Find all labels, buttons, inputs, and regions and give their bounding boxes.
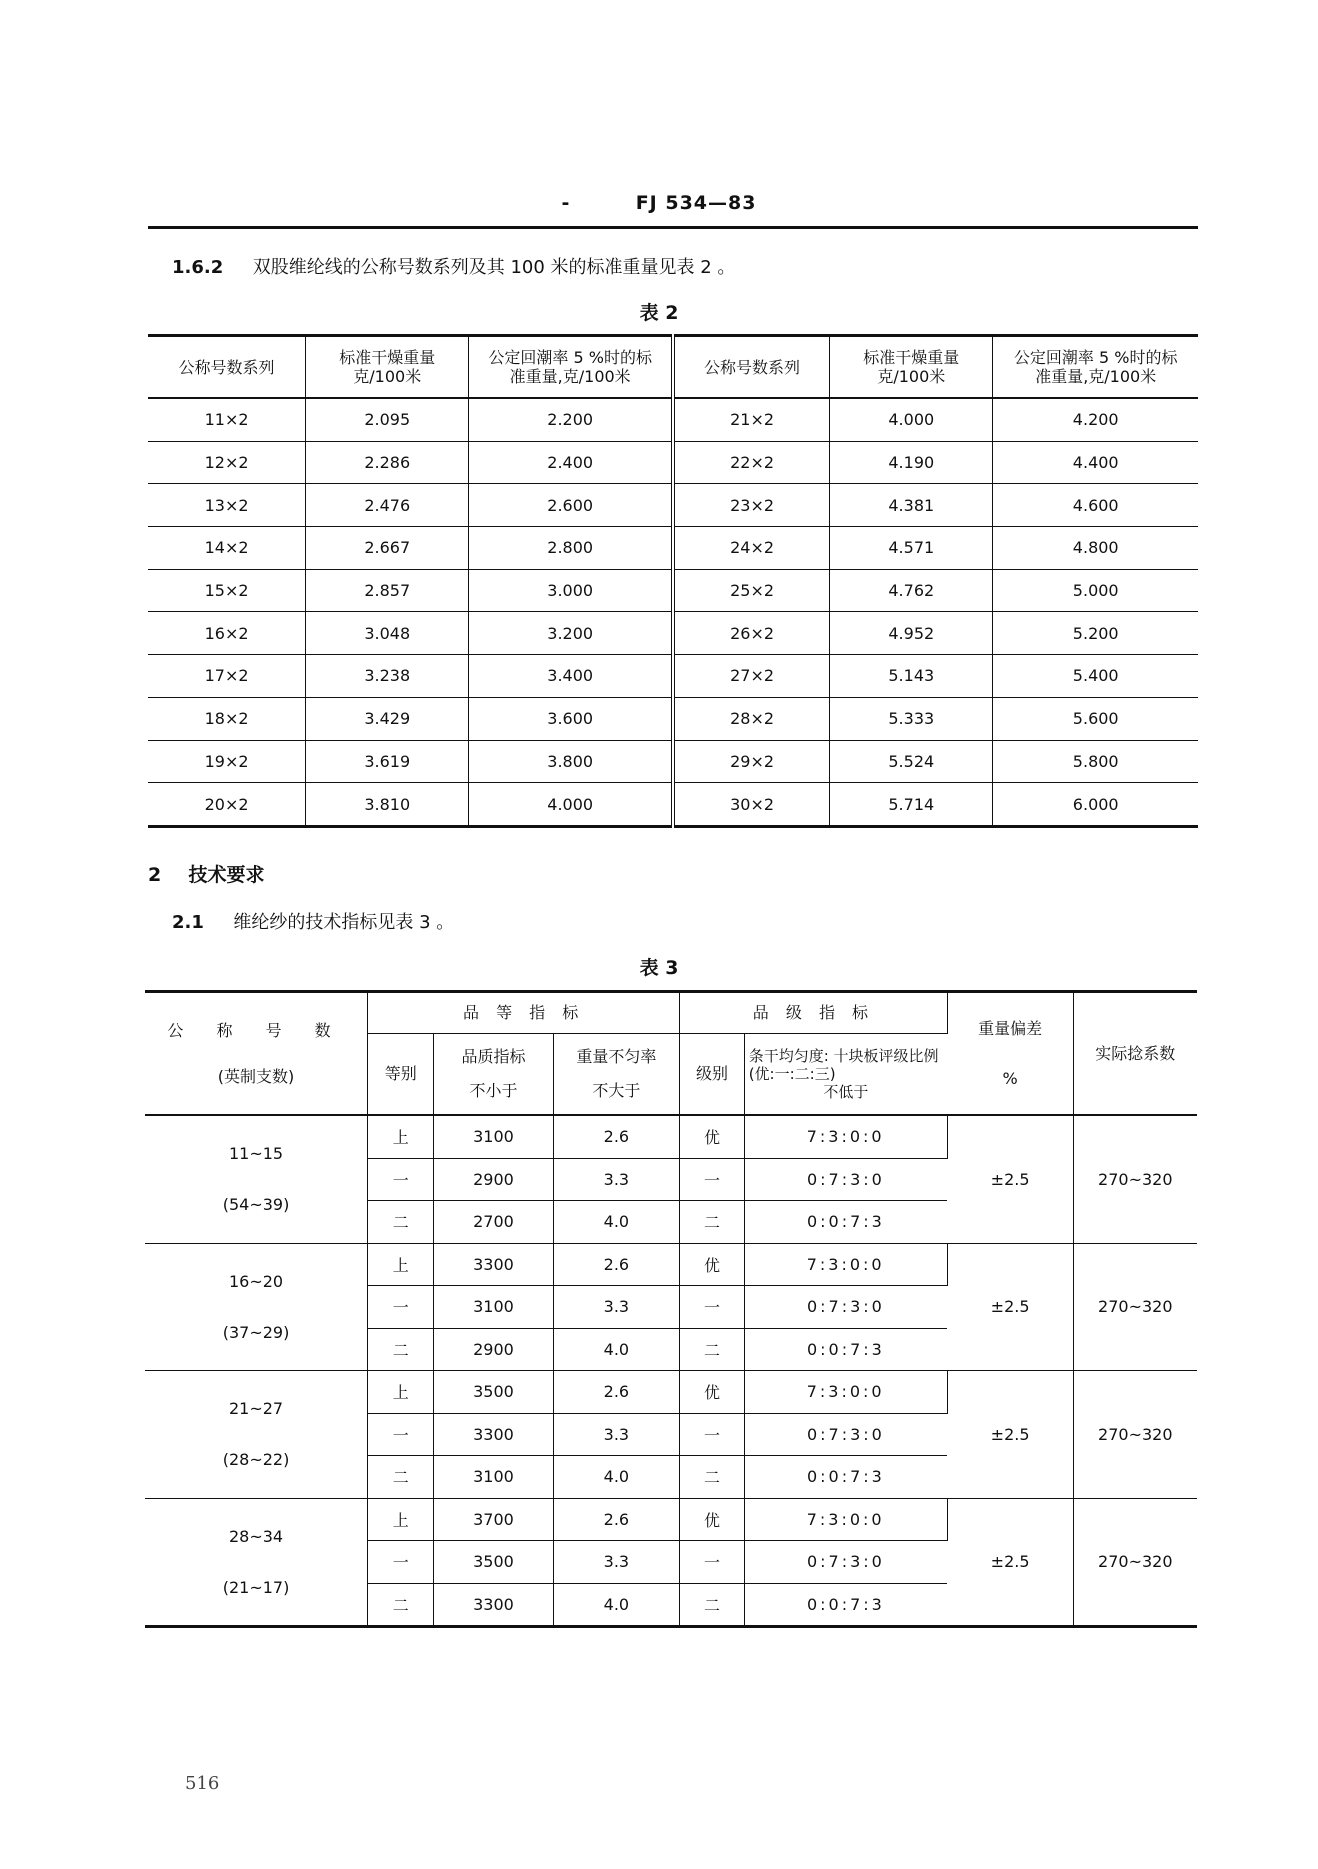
grade-header: 等别 [368, 1034, 434, 1116]
table2-cell: 3.810 [306, 783, 469, 827]
table3-cell: 一 [680, 1413, 744, 1456]
table3-cell: 一 [368, 1541, 434, 1584]
table-2 [148, 334, 1198, 828]
table3-row [145, 1243, 1197, 1286]
deviation-cell: ±2.5 [947, 1115, 1073, 1243]
table2-cell: 3.238 [306, 655, 469, 698]
table2-cell: 5.000 [993, 569, 1198, 612]
table3-cell: 一 [680, 1541, 744, 1584]
table3-cell: 2900 [434, 1328, 553, 1371]
table2-header [306, 336, 469, 399]
table2-cell: 5.143 [830, 655, 993, 698]
table2-cell: 28×2 [673, 697, 830, 740]
table3-cell: 一 [368, 1413, 434, 1456]
table2-header: 公称号数系列 [148, 336, 306, 399]
table2-cell: 4.000 [469, 783, 673, 827]
header-rule [148, 226, 1198, 229]
quality-header [434, 1034, 553, 1116]
table3-cell: 3.3 [553, 1286, 680, 1329]
table3-header-row-1 [145, 992, 1197, 1034]
table3-cell: 4.0 [553, 1456, 680, 1499]
table2-cell: 4.400 [993, 441, 1198, 484]
table2-cell: 2.667 [306, 527, 469, 570]
nominal-count: 11~15 [228, 1144, 284, 1164]
table3-cell: 0:0:7:3 [744, 1201, 947, 1244]
table3-cell: 2700 [434, 1201, 553, 1244]
deviation-cell: ±2.5 [947, 1371, 1073, 1499]
twist-cell: 270~320 [1073, 1115, 1197, 1243]
count-header-sub: (英制支数) [217, 1066, 295, 1086]
table2-cell: 3.400 [469, 655, 673, 698]
unevenness-header-label: 重量不匀率 [576, 1047, 657, 1066]
table3-cell: 7:3:0:0 [744, 1243, 947, 1286]
table2-cell: 4.381 [830, 484, 993, 527]
evenness-header [744, 1034, 947, 1116]
table2-cell: 29×2 [673, 740, 830, 783]
table2-header-text: 标准干燥重量 克/100米 [863, 348, 960, 386]
table2-row [148, 655, 1198, 698]
table2-row [148, 612, 1198, 655]
table2-cell: 2.600 [469, 484, 673, 527]
table2-cell: 14×2 [148, 527, 306, 570]
table2-cell: 26×2 [673, 612, 830, 655]
grade-group-header: 品 等 指 标 [368, 992, 680, 1034]
table2-cell: 18×2 [148, 697, 306, 740]
unevenness-header-sub: 不大于 [592, 1081, 641, 1100]
table3-cell: 上 [368, 1498, 434, 1541]
table3-cell: 2.6 [553, 1243, 680, 1286]
table3-cell: 二 [680, 1583, 744, 1627]
nominal-count-cell [145, 1115, 368, 1243]
table2-cell: 5.600 [993, 697, 1198, 740]
table3-cell: 3100 [434, 1456, 553, 1499]
table2-cell: 4.600 [993, 484, 1198, 527]
table3-cell: 4.0 [553, 1201, 680, 1244]
table2-header-text: 公定回潮率 5 %时的标 准重量,克/100米 [1013, 348, 1178, 386]
table2-cell: 2.095 [306, 398, 469, 441]
table3-cell: 二 [368, 1456, 434, 1499]
table2-cell: 22×2 [673, 441, 830, 484]
nominal-count: 21~27 [228, 1399, 284, 1419]
twist-cell: 270~320 [1073, 1243, 1197, 1371]
table2-cell: 15×2 [148, 569, 306, 612]
table2-cell: 2.476 [306, 484, 469, 527]
table3-cell: 4.0 [553, 1583, 680, 1627]
table3-cell: 3500 [434, 1541, 553, 1584]
table2-cell: 4.571 [830, 527, 993, 570]
table2-cell: 5.800 [993, 740, 1198, 783]
table3-cell: 2.6 [553, 1371, 680, 1414]
table3-cell: 一 [680, 1158, 744, 1201]
table2-cell: 4.200 [993, 398, 1198, 441]
clause-number: 1.6.2 [172, 257, 224, 278]
table2-cell: 4.000 [830, 398, 993, 441]
table2-cell: 3.619 [306, 740, 469, 783]
english-count: (54~39) [222, 1195, 290, 1215]
table2-header [469, 336, 673, 399]
table2-cell: 21×2 [673, 398, 830, 441]
table3-cell: 0:7:3:0 [744, 1286, 947, 1329]
table2-row [148, 441, 1198, 484]
table3-cell: 7:3:0:0 [744, 1371, 947, 1414]
table2-cell: 2.286 [306, 441, 469, 484]
table2-cell: 3.600 [469, 697, 673, 740]
table2-header-text: 公定回潮率 5 %时的标 准重量,克/100米 [488, 348, 652, 386]
table2-header: 公称号数系列 [673, 336, 830, 399]
table3-cell: 0:7:3:0 [744, 1413, 947, 1456]
table3-cell: 一 [368, 1158, 434, 1201]
table3-cell: 优 [680, 1115, 744, 1158]
table2-cell: 2.857 [306, 569, 469, 612]
table3-cell: 4.0 [553, 1328, 680, 1371]
evenness-header-sub: 不低于 [823, 1083, 869, 1101]
table3-cell: 二 [368, 1583, 434, 1627]
table2-row [148, 398, 1198, 441]
table2-cell: 25×2 [673, 569, 830, 612]
table2-cell: 19×2 [148, 740, 306, 783]
table2-row [148, 697, 1198, 740]
table2-caption: 表 2 [639, 302, 679, 324]
table2-cell: 2.800 [469, 527, 673, 570]
english-count: (28~22) [222, 1450, 290, 1470]
quality-header-label: 品质指标 [461, 1047, 526, 1066]
table3-cell: 二 [680, 1201, 744, 1244]
table3-cell: 二 [680, 1456, 744, 1499]
table3-cell: 二 [680, 1328, 744, 1371]
table3-cell: 3100 [434, 1115, 553, 1158]
table2-cell: 12×2 [148, 441, 306, 484]
table3-cell: 3.3 [553, 1541, 680, 1584]
table2-cell: 3.048 [306, 612, 469, 655]
standard-code: FJ 534—83 [635, 192, 757, 214]
document-header [0, 192, 1318, 214]
table2-cell: 5.400 [993, 655, 1198, 698]
table2-cell: 4.190 [830, 441, 993, 484]
table2-cell: 2.200 [469, 398, 673, 441]
nominal-count-cell [145, 1498, 368, 1627]
table2-cell: 17×2 [148, 655, 306, 698]
table2-cell: 4.952 [830, 612, 993, 655]
table2-cell: 2.400 [469, 441, 673, 484]
table2-cell: 16×2 [148, 612, 306, 655]
table2-header [830, 336, 993, 399]
table2-cell: 23×2 [673, 484, 830, 527]
table2-header-row [148, 336, 1198, 399]
table3-cell: 2.6 [553, 1115, 680, 1158]
table3-cell: 3.3 [553, 1158, 680, 1201]
table2-cell: 3.800 [469, 740, 673, 783]
table2-cell: 6.000 [1072, 794, 1119, 814]
table3-cell: 一 [368, 1286, 434, 1329]
clause-text: 维纶纱的技术指标见表 3 。 [233, 912, 455, 933]
nominal-count: 16~20 [228, 1271, 284, 1291]
table2-cell: 5.524 [830, 740, 993, 783]
table3-cell: 上 [368, 1115, 434, 1158]
table2-cell: 5.200 [993, 612, 1198, 655]
table3-cell: 优 [680, 1371, 744, 1414]
deviation-header-label: 重量偏差 [978, 1018, 1043, 1038]
table3-cell: 3100 [434, 1286, 553, 1329]
table2-cell: 24×2 [673, 527, 830, 570]
table2-row [148, 740, 1198, 783]
table2-body [148, 398, 1198, 826]
nominal-count-cell [145, 1243, 368, 1371]
table2-cell: 11×2 [148, 398, 306, 441]
table2-cell: 5.333 [830, 697, 993, 740]
table3-row [145, 1371, 1197, 1414]
nominal-count: 28~34 [228, 1526, 284, 1546]
table2-cell: 30×2 [673, 783, 830, 827]
table3-cell: 3500 [434, 1371, 553, 1414]
table2-cell: 3.429 [306, 697, 469, 740]
table2-header [993, 336, 1198, 399]
table3-cell: 2900 [434, 1158, 553, 1201]
table2-row [148, 484, 1198, 527]
table3-cell: 0:7:3:0 [744, 1158, 947, 1201]
page-number: 516 [185, 1773, 220, 1794]
table2-row [148, 783, 1198, 827]
level-group-header: 品 级 指 标 [680, 992, 947, 1034]
level-header: 级别 [680, 1034, 744, 1116]
table3-cell: 2.6 [553, 1498, 680, 1541]
deviation-header [947, 992, 1073, 1116]
table3-row [145, 1115, 1197, 1158]
deviation-cell: ±2.5 [947, 1498, 1073, 1627]
twist-header: 实际捻系数 [1073, 992, 1197, 1116]
clause-number: 2.1 [172, 912, 204, 933]
clause-2-1 [172, 908, 454, 934]
table2-row [148, 527, 1198, 570]
english-count: (37~29) [222, 1322, 290, 1342]
header-dash: - [561, 192, 571, 214]
table3-cell: 0:0:7:3 [744, 1328, 947, 1371]
table3-cell: 上 [368, 1371, 434, 1414]
table2-cell: 3.000 [469, 569, 673, 612]
table2-cell: 13×2 [148, 484, 306, 527]
nominal-count-cell [145, 1371, 368, 1499]
clause-text: 双股维纶线的公称号数系列及其 100 米的标准重量见表 2 。 [252, 257, 736, 278]
quality-header-sub: 不小于 [469, 1081, 518, 1100]
deviation-cell: ±2.5 [947, 1243, 1073, 1371]
evenness-header-label: 条干均匀度: 十块板评级比例(优:一:二:三) [748, 1047, 939, 1083]
table2-cell: 4.762 [830, 569, 993, 612]
table3-cell: 3700 [434, 1498, 553, 1541]
table3-cell: 二 [368, 1201, 434, 1244]
table3-cell: 0:0:7:3 [744, 1456, 947, 1499]
table3-caption: 表 3 [639, 957, 679, 979]
table2-row [148, 569, 1198, 612]
unevenness-header [553, 1034, 680, 1116]
table2-cell: 3.200 [469, 612, 673, 655]
table3-cell: 优 [680, 1243, 744, 1286]
table3-count-header [145, 992, 368, 1116]
table2-header-text: 标准干燥重量 克/100米 [339, 348, 436, 386]
section-title: 技术要求 [188, 864, 265, 886]
table3-cell: 3300 [434, 1243, 553, 1286]
count-header-label: 公 称 号 数 [167, 1020, 345, 1040]
english-count: (21~17) [222, 1577, 290, 1597]
twist-cell: 270~320 [1073, 1498, 1197, 1627]
table2-cell: 20×2 [148, 783, 306, 827]
table3-row [145, 1498, 1197, 1541]
table3-cell: 优 [680, 1498, 744, 1541]
section-2-heading [148, 860, 265, 887]
section-number: 2 [148, 864, 162, 886]
table3-cell: 0:7:3:0 [744, 1541, 947, 1584]
clause-1-6-2 [172, 253, 735, 279]
twist-cell: 270~320 [1073, 1371, 1197, 1499]
table3-cell: 0:0:7:3 [744, 1583, 947, 1627]
table2-cell: 5.714 [830, 783, 993, 827]
table3-body [145, 1115, 1197, 1627]
table3-cell: 7:3:0:0 [744, 1115, 947, 1158]
table3-cell: 上 [368, 1243, 434, 1286]
table-3 [145, 990, 1197, 1628]
table3-cell: 一 [680, 1286, 744, 1329]
table3-cell: 3.3 [553, 1413, 680, 1456]
table3-cell: 3300 [434, 1583, 553, 1627]
deviation-header-unit: % [1002, 1068, 1018, 1088]
table3-cell: 3300 [434, 1413, 553, 1456]
table3-cell: 7:3:0:0 [744, 1498, 947, 1541]
table2-cell: 27×2 [673, 655, 830, 698]
table3-cell: 二 [368, 1328, 434, 1371]
table2-cell: 4.800 [993, 527, 1198, 570]
